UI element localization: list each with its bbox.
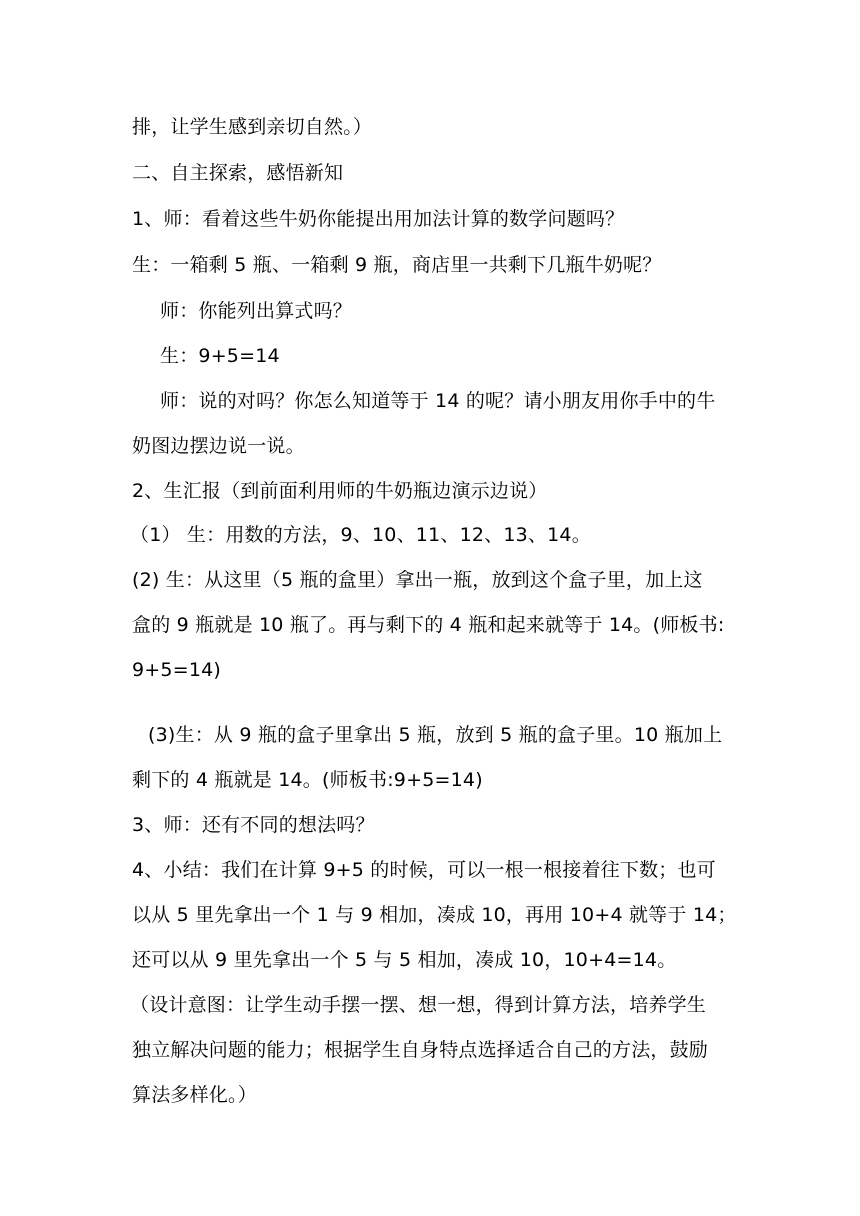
text-line: 生：一箱剩 5 瓶、一箱剩 9 瓶，商店里一共剩下几瓶牛奶呢？	[132, 254, 662, 276]
text-line: 盒的 9 瓶就是 10 瓶了。再与剩下的 4 瓶和起来就等于 14。(师板书:	[132, 614, 725, 636]
text-line: 以从 5 里先拿出一个 1 与 9 相加，凑成 10，再用 10+4 就等于 14；	[132, 904, 737, 926]
text-line: 4、小结：我们在计算 9+5 的时候，可以一根一根接着往下数；也可	[132, 859, 716, 881]
text-line: 排，让学生感到亲切自然。）	[132, 116, 373, 138]
text-line: 剩下的 4 瓶就是 14。(师板书:9+5=14)	[132, 769, 483, 791]
text-line: （1） 生：用数的方法，9、10、11、12、13、14。	[130, 524, 591, 546]
text-line: 独立解决问题的能力；根据学生自身特点选择适合自己的方法，鼓励	[132, 1039, 709, 1061]
text-line: 还可以从 9 里先拿出一个 5 与 5 相加，凑成 10，10+4=14。	[132, 949, 677, 971]
text-line: 奶图边摆边说一说。	[132, 435, 305, 457]
text-line: 师：你能列出算式吗？	[160, 300, 353, 322]
text-line: (3)生：从 9 瓶的盒子里拿出 5 瓶，放到 5 瓶的盒子里。10 瓶加上	[148, 724, 723, 746]
section-heading: 二、自主探索，感悟新知	[132, 162, 344, 184]
text-line: 生：9+5=14	[160, 345, 280, 367]
text-line: 师：说的对吗？你怎么知道等于 14 的呢？请小朋友用你手中的牛	[160, 390, 716, 412]
text-line: 2、生汇报（到前面利用师的牛奶瓶边演示边说）	[132, 480, 548, 502]
text-line: 3、师：还有不同的想法吗？	[132, 814, 375, 836]
text-line: 9+5=14)	[132, 659, 222, 681]
text-line: (2) 生：从这里（5 瓶的盒里）拿出一瓶，放到这个盒子里，加上这	[132, 569, 703, 591]
text-line: （设计意图：让学生动手摆一摆、想一想，得到计算方法，培养学生	[130, 994, 707, 1016]
text-line: 算法多样化。）	[132, 1084, 257, 1106]
text-line: 1、师：看着这些牛奶你能提出用加法计算的数学问题吗？	[132, 208, 625, 230]
